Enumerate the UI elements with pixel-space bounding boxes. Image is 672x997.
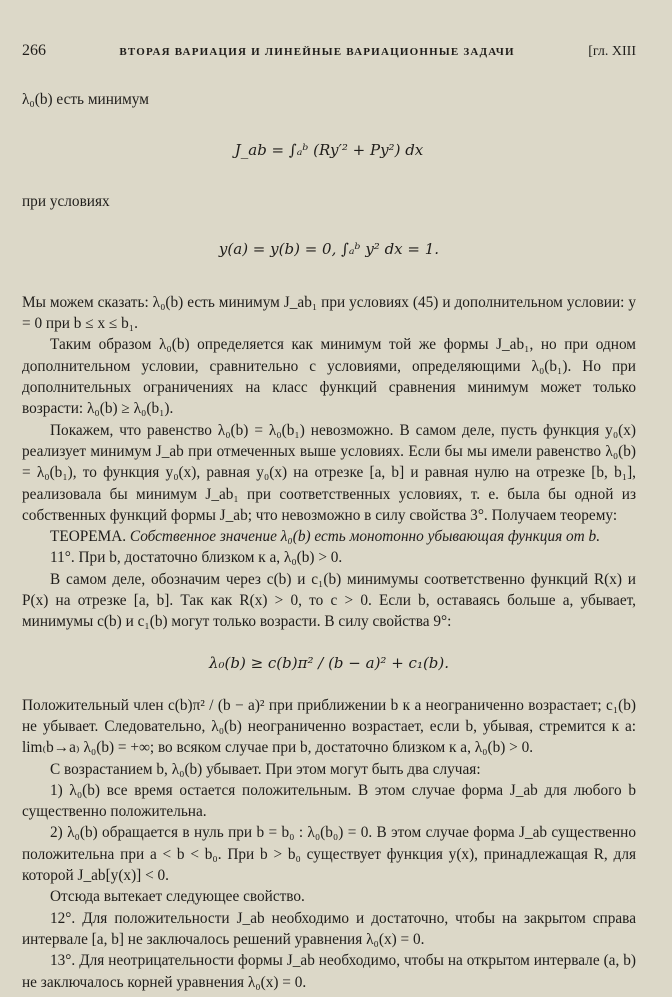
formula-functional: J_ab = ∫ₐᵇ (Ry′² + Py²) dx [234,140,424,159]
paragraph: Таким образом λ₀(b) определяется как минимум той же формы J_ab₁, но при одном дополнительном условии, сравнительно с условиями, определяющими λ₀(b₁). Но при дополнительных ограничениях на класс функций сравнения минимум может только возрасти: λ₀(b) ≥ λ₀(b₁). [22,336,636,418]
theorem [22,526,636,547]
theorem-text: Собственное значение λ₀(b) есть монотонно убывающая функция от b. [129,528,601,546]
formula-inequality: λ₀(b) ≥ c(b)π² / (b − a)² + c₁(b). [208,653,450,672]
paragraph: 12°. Для положительности J_ab необходимо и достаточно, чтобы на закрытом справа интервале [a, b] не заключалось решений уравнения λ₀(x) = 0. [22,909,636,948]
text-line: при условиях [22,192,110,210]
theorem-label: ТЕОРЕМА. [50,528,127,546]
paragraph: С возрастанием b, λ₀(b) убывает. При этом могут быть два случая: [50,760,481,778]
paragraph: 1) λ₀(b) все время остается положительным. В этом случае форма J_ab для любого b существенно положительна. [22,781,636,821]
paragraph: 2) λ₀(b) обращается в нуль при b = b₀ : λ₀(b₀) = 0. В этом случае форма J_ab существенно положительна при a < b < b₀. При b > b₀ существует функция y(x), принадлежащая R, для которой J_ab[y(x)] < 0. [22,824,636,885]
paragraph: 13°. Для неотрицательности формы J_ab необходимо, чтобы на открытом интервале (a, b) не заключалось корней уравнения λ₀(x) = 0. [22,952,636,991]
formula-conditions: y(a) = y(b) = 0, ∫ₐᵇ y² dx = 1. [218,239,440,258]
paragraph: Покажем, что равенство λ₀(b) = λ₀(b₁) невозможно. В самом деле, пусть функция y₀(x) реализует минимум J_ab при отмеченных выше условиях. Если бы мы имели равенство λ₀(b) = λ₀(b₁), то функция y₀(x), равная y₀(x) на отрезке [a, b] и равная нулю на отрезке [b, b₁], реализовала бы минимум J_ab₁ при соответственных условиях, т. е. была бы одной из собственных функций формы J_ab; что невозможно в силу свойства 3°. Получаем теорему: [22,421,636,524]
paragraph: Отсюда вытекает следующее свойство. [50,888,305,906]
text-line: λ₀(b) есть минимум [22,91,149,109]
paragraph: 11°. При b, достаточно близком к a, λ₀(b) > 0. [50,549,343,567]
page-number: 266 [22,42,46,59]
running-header [22,40,636,63]
paragraph: Мы можем сказать: λ₀(b) есть минимум J_ab₁ при условиях (45) и дополнительном условии: y = 0 при b ≤ x ≤ b₁. [22,293,636,333]
running-title: ВТОРАЯ ВАРИАЦИЯ И ЛИНЕЙНЫЕ ВАРИАЦИОННЫЕ ЗАДАЧИ [119,46,515,58]
chapter-label: [гл. XIII [588,44,636,59]
paragraph: В самом деле, обозначим через c(b) и c₁(b) минимумы соответственно функций R(x) и P(x) на отрезке [a, b]. Так как R(x) > 0, то c > 0. Если b, оставаясь больше a, убывает, минимумы c(b) и c₁(b) могут только возрасти. В силу свойства 9°: [22,570,636,631]
paragraph: Положительный член c(b)π² / (b − a)² при приближении b к a неограниченно возрастает; c₁(b) не убывает. Следовательно, λ₀(b) неограниченно возрастает, если b, убывая, стремится к a: lim₍b→a₎ λ₀(b) = +∞; во всяком случае при b, достаточно близком к a, λ₀(b) > 0. [22,696,636,757]
